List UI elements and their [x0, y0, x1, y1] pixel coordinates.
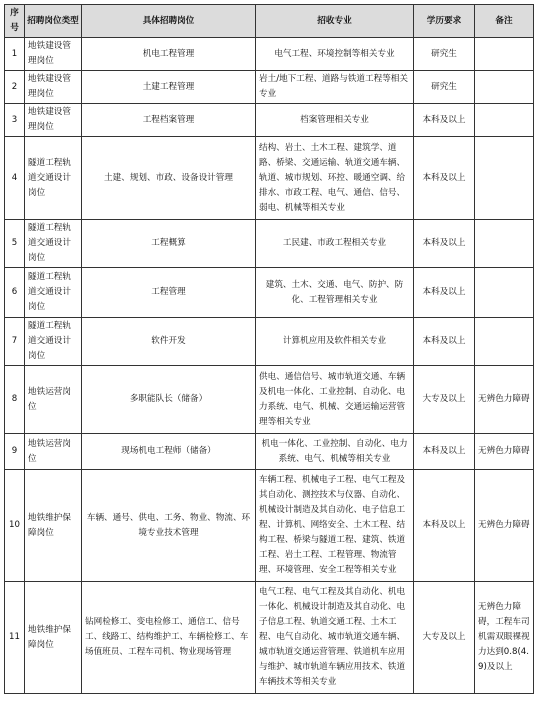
table-row: [5, 137, 534, 220]
row-type: 地铁运营岗位: [25, 434, 82, 470]
row-edu: 大专及以上: [414, 366, 475, 434]
row-edu: 本科及以上: [414, 434, 475, 470]
row-note: 无辨色力障碍: [475, 470, 534, 582]
header-position: 具体招聘岗位: [82, 5, 256, 38]
row-major: 电气工程、电气工程及其自动化、机电一体化、机械设计制造及其自动化、电子信息工程、轨道交通工程、土木工程、电气自动化、城市轨道交通车辆、城市轨道交通运营管理、铁道机车应用与维护、城市轨道车辆应用技术、铁道车辆技术等相关专业: [256, 582, 414, 694]
row-note: [475, 318, 534, 366]
row-major: 供电、通信信号、城市轨道交通、车辆及机电一体化、工业控制、自动化、电力系统、电气、机械、交通运输运营管理等相关专业: [256, 366, 414, 434]
row-no: 9: [5, 434, 25, 470]
table-row: [5, 434, 534, 470]
row-position: 工程管理: [82, 268, 256, 318]
row-position: 土建工程管理: [82, 71, 256, 104]
row-note: [475, 137, 534, 220]
table-row: [5, 71, 534, 104]
row-no: 6: [5, 268, 25, 318]
row-note: 无辨色力障碍: [475, 434, 534, 470]
row-major: 岩土/地下工程、道路与铁道工程等相关专业: [256, 71, 414, 104]
row-major: 机电一体化、工业控制、自动化、电力系统、电气、机械等相关专业: [256, 434, 414, 470]
row-type: 地铁建设管理岗位: [25, 71, 82, 104]
row-no: 4: [5, 137, 25, 220]
table-row: [5, 470, 534, 582]
table-row: [5, 104, 534, 137]
row-position: 钻网检修工、变电检修工、通信工、信号工、线路工、结构维护工、车辆检修工、车场值班员、工程车司机、物业现场管理: [82, 582, 256, 694]
row-no: 7: [5, 318, 25, 366]
row-edu: 本科及以上: [414, 318, 475, 366]
table-row: [5, 268, 534, 318]
row-major: 计算机应用及软件相关专业: [256, 318, 414, 366]
header-no: 序号: [5, 5, 25, 38]
row-type: 地铁维护保障岗位: [25, 582, 82, 694]
row-no: 2: [5, 71, 25, 104]
row-type: 地铁运营岗位: [25, 366, 82, 434]
row-edu: 本科及以上: [414, 137, 475, 220]
row-position: 车辆、通号、供电、工务、物业、物流、环境专业技术管理: [82, 470, 256, 582]
row-no: 1: [5, 38, 25, 71]
header-note: 备注: [475, 5, 534, 38]
row-position: 多职能队长（储备）: [82, 366, 256, 434]
row-no: 10: [5, 470, 25, 582]
row-major: 电气工程、环境控制等相关专业: [256, 38, 414, 71]
row-type: 地铁建设管理岗位: [25, 104, 82, 137]
row-no: 3: [5, 104, 25, 137]
row-no: 11: [5, 582, 25, 694]
row-edu: 研究生: [414, 71, 475, 104]
row-edu: 本科及以上: [414, 470, 475, 582]
row-type: 隧道工程轨道交通设计岗位: [25, 220, 82, 268]
row-type: 地铁建设管理岗位: [25, 38, 82, 71]
row-major: 结构、岩土、土木工程、建筑学、道路、桥梁、交通运输、轨道交通车辆、轨道、城市规划、环控、暖通空调、给排水、市政工程、电气、通信、信号、弱电、机械等相关专业: [256, 137, 414, 220]
row-edu: 本科及以上: [414, 268, 475, 318]
row-note: [475, 220, 534, 268]
row-note: [475, 268, 534, 318]
row-note: [475, 104, 534, 137]
table-row: [5, 38, 534, 71]
row-position: 机电工程管理: [82, 38, 256, 71]
header-row: [5, 5, 534, 38]
row-no: 5: [5, 220, 25, 268]
row-note: [475, 71, 534, 104]
header-major: 招收专业: [256, 5, 414, 38]
table-row: [5, 318, 534, 366]
row-edu: 大专及以上: [414, 582, 475, 694]
row-major: 档案管理相关专业: [256, 104, 414, 137]
row-edu: 本科及以上: [414, 220, 475, 268]
header-edu: 学历要求: [414, 5, 475, 38]
row-position: 工程概算: [82, 220, 256, 268]
row-position: 软件开发: [82, 318, 256, 366]
recruitment-table: [4, 4, 534, 694]
row-position: 工程档案管理: [82, 104, 256, 137]
row-edu: 本科及以上: [414, 104, 475, 137]
table-row: [5, 220, 534, 268]
table-row: [5, 582, 534, 694]
row-major: 建筑、土木、交通、电气、防护、防化、工程管理相关专业: [256, 268, 414, 318]
row-type: 隧道工程轨道交通设计岗位: [25, 268, 82, 318]
row-type: 隧道工程轨道交通设计岗位: [25, 137, 82, 220]
row-position: 现场机电工程师（储备）: [82, 434, 256, 470]
row-note: 无辨色力障碍: [475, 366, 534, 434]
row-note: [475, 38, 534, 71]
header-type: 招聘岗位类型: [25, 5, 82, 38]
row-note: 无辨色力障碍，工程车司机需双眼裸视力达到0.8(4.9)及以上: [475, 582, 534, 694]
row-major: 工民建、市政工程相关专业: [256, 220, 414, 268]
row-no: 8: [5, 366, 25, 434]
row-edu: 研究生: [414, 38, 475, 71]
row-type: 隧道工程轨道交通设计岗位: [25, 318, 82, 366]
row-position: 土建、规划、市政、设备设计管理: [82, 137, 256, 220]
row-type: 地铁维护保障岗位: [25, 470, 82, 582]
row-major: 车辆工程、机械电子工程、电气工程及其自动化、测控技术与仪器、自动化、机械设计制造及其自动化、电子信息工程、计算机、网络安全、土木工程、结构工程、桥梁与隧道工程、建筑、铁道工程、岩土工程、工程管理、物流管理、环境管理、安全工程等相关专业: [256, 470, 414, 582]
table-row: [5, 366, 534, 434]
